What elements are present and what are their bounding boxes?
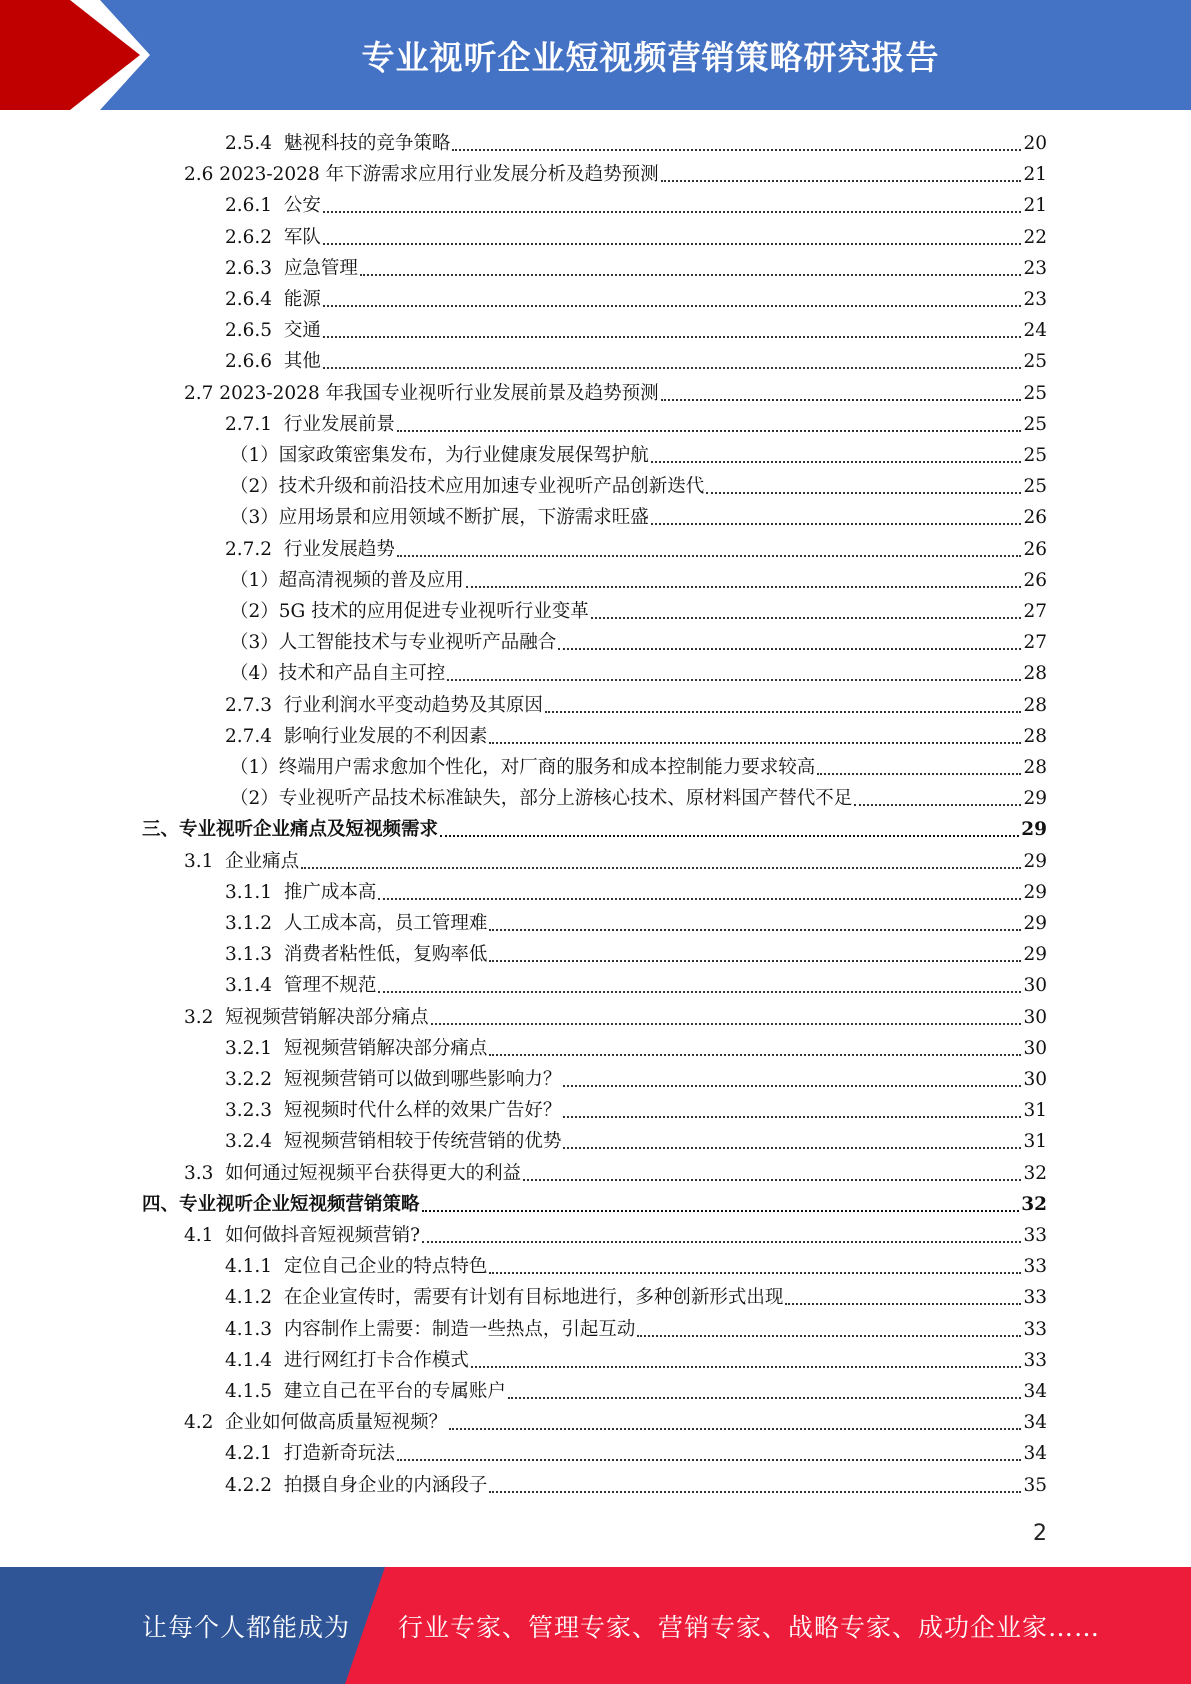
toc-entry[interactable] (0, 128, 1191, 159)
toc-entry[interactable] (0, 658, 1191, 689)
toc-entry[interactable] (0, 378, 1191, 409)
toc-entry-title: 4.2 企业如何做高质量短视频？ (184, 1412, 448, 1434)
toc-entry[interactable] (0, 939, 1191, 970)
toc-entry[interactable] (0, 253, 1191, 284)
toc-entry-page: 28 (1023, 694, 1047, 716)
footer-slogan-right: 行业专家、管理专家、营销专家、战略专家、成功企业家…… (398, 1612, 1101, 1642)
toc-leader-dots (489, 908, 1021, 939)
toc-entry[interactable] (0, 908, 1191, 939)
toc-entry-page: 20 (1023, 133, 1047, 154)
toc-entry-title: （3）人工智能技术与专业视听产品融合 (230, 632, 557, 654)
toc-entry[interactable] (0, 159, 1191, 190)
toc-entry-page: 33 (1023, 1349, 1047, 1371)
toc-leader-dots (452, 128, 1021, 159)
toc-entry-title: 3.1.3 消费者粘性低，复购率低 (225, 944, 488, 966)
toc-entry[interactable] (0, 1158, 1191, 1189)
toc-entry-title: 3.3 如何通过短视频平台获得更大的利益 (184, 1162, 522, 1184)
toc-entry-title: 4.1 如何做抖音短视频营销? (184, 1225, 421, 1246)
toc-entry[interactable] (0, 596, 1191, 627)
toc-entry-title: 2.7.3 行业利润水平变动趋势及其原因 (225, 694, 543, 716)
toc-entry-page: 33 (1023, 1256, 1047, 1278)
toc-entry-title: 3.2.4 短视频营销相较于传统营销的优势 (225, 1131, 562, 1153)
toc-entry[interactable] (0, 970, 1191, 1001)
toc-entry-title: 4.1.2 在企业宣传时，需要有计划有目标地进行，多种创新形式出现 (225, 1287, 784, 1309)
toc-leader-dots (558, 627, 1021, 658)
toc-entry-page: 34 (1023, 1412, 1047, 1434)
toc-entry-title: 4.2.1 打造新奇玩法 (225, 1443, 395, 1465)
toc-entry[interactable] (0, 502, 1191, 533)
toc-entry[interactable] (0, 471, 1191, 502)
toc-entry-title: 4.2.2 拍摄自身企业的内涵段子 (225, 1474, 488, 1496)
toc-entry-title: 4.1.4 进行网红打卡合作模式 (225, 1349, 469, 1371)
toc-entry[interactable] (0, 783, 1191, 814)
toc-leader-dots (661, 378, 1021, 409)
toc-leader-dots (323, 190, 1021, 221)
toc-entry-title: 2.6.4 能源 (225, 289, 321, 310)
toc-leader-dots (489, 721, 1021, 752)
toc-entry-page: 28 (1023, 725, 1047, 747)
toc-entry[interactable] (0, 190, 1191, 221)
toc-entry-title: 2.7.1 行业发展前景 (225, 413, 395, 435)
toc-entry-page: 26 (1023, 569, 1047, 591)
toc-leader-dots (397, 409, 1021, 440)
document-title: 专业视听企业短视频营销策略研究报告 (361, 37, 940, 77)
toc-entry-title: 三、专业视听企业痛点及短视频需求 (142, 819, 439, 841)
toc-entry-title: 3.2 短视频营销解决部分痛点 (184, 1006, 429, 1028)
toc-leader-dots (440, 814, 1019, 845)
toc-entry-title: 4.1.3 内容制作上需要：制造一些热点，引起互动 (225, 1318, 636, 1340)
toc-entry-page: 31 (1023, 1131, 1047, 1153)
toc-leader-dots (447, 658, 1021, 689)
toc-entry[interactable] (0, 627, 1191, 658)
toc-entry-title: 4.1.1 定位自己企业的特点特色 (225, 1256, 488, 1278)
toc-leader-dots (489, 1033, 1021, 1064)
toc-entry[interactable] (0, 534, 1191, 565)
toc-entry-page: 35 (1023, 1474, 1047, 1496)
toc-leader-dots (489, 1470, 1021, 1501)
toc-entry-page: 21 (1023, 164, 1047, 186)
toc-entry[interactable] (0, 721, 1191, 752)
toc-entry-page: 29 (1023, 788, 1047, 810)
toc-entry[interactable] (0, 346, 1191, 377)
toc-leader-dots (378, 877, 1021, 908)
toc-leader-dots (591, 596, 1021, 627)
toc-entry[interactable] (0, 846, 1191, 877)
toc-entry-title: 四、专业视听企业短视频营销策略 (142, 1193, 420, 1215)
toc-entry[interactable] (0, 1002, 1191, 1033)
toc-leader-dots (422, 1189, 1020, 1220)
toc-entry-page: 32 (1021, 1193, 1047, 1215)
toc-entry-title: （1）终端用户需求愈加个性化，对厂商的服务和成本控制能力要求较高 (230, 757, 816, 778)
toc-entry-page: 26 (1023, 507, 1047, 529)
toc-entry-title: （2）专业视听产品技术标准缺失，部分上游核心技术、原材料国产替代不足 (230, 788, 853, 810)
toc-leader-dots (489, 1251, 1021, 1282)
toc-leader-dots (422, 1220, 1021, 1251)
toc-entry[interactable] (0, 284, 1191, 315)
toc-leader-dots (323, 346, 1021, 377)
toc-leader-dots (817, 752, 1021, 783)
toc-leader-dots (651, 502, 1021, 533)
toc-leader-dots (471, 1345, 1021, 1376)
toc-entry-page: 34 (1023, 1443, 1047, 1465)
toc-entry-page: 21 (1023, 195, 1047, 217)
toc-entry-page: 33 (1023, 1318, 1047, 1340)
toc-entry-page: 25 (1023, 445, 1047, 466)
header-red-arrow (0, 0, 140, 110)
toc-leader-dots (323, 315, 1021, 346)
toc-entry-title: （2）5G 技术的应用促进专业视听行业变革 (230, 601, 589, 622)
toc-entry-title: 2.6.3 应急管理 (225, 257, 358, 279)
toc-entry[interactable] (0, 1095, 1191, 1126)
toc-entry-page: 27 (1023, 601, 1047, 622)
toc-leader-dots (489, 939, 1021, 970)
toc-entry[interactable] (0, 1376, 1191, 1407)
toc-entry-page: 23 (1023, 289, 1047, 310)
toc-entry-page: 26 (1023, 538, 1047, 560)
toc-entry-page: 22 (1023, 226, 1047, 248)
toc-entry-title: 3.1.4 管理不规范 (225, 975, 377, 997)
toc-leader-dots (378, 970, 1021, 1001)
toc-entry[interactable] (0, 752, 1191, 783)
toc-entry[interactable] (0, 1126, 1191, 1157)
toc-entry-page: 28 (1023, 663, 1047, 685)
toc-entry[interactable] (0, 814, 1191, 845)
toc-entry-page: 29 (1023, 850, 1047, 872)
toc-leader-dots (449, 1407, 1021, 1438)
toc-leader-dots (637, 1314, 1021, 1345)
toc-entry-page: 30 (1023, 1069, 1047, 1090)
toc-entry[interactable] (0, 565, 1191, 596)
toc-entry-title: 2.7.2 行业发展趋势 (225, 538, 395, 560)
toc-leader-dots (466, 565, 1021, 596)
toc-leader-dots (323, 284, 1021, 315)
toc-entry-title: 2.6 2023-2028 年下游需求应用行业发展分析及趋势预测 (184, 164, 659, 186)
toc-entry-page: 25 (1023, 382, 1047, 404)
toc-entry[interactable] (0, 409, 1191, 440)
toc-entry-title: 3.1.1 推广成本高 (225, 881, 377, 903)
toc-entry-page: 29 (1021, 819, 1047, 841)
toc-entry-title: 2.6.1 公安 (225, 195, 321, 217)
toc-entry-title: 2.6.2 军队 (225, 226, 321, 248)
toc-entry[interactable] (0, 690, 1191, 721)
toc-entry-page: 25 (1023, 476, 1047, 498)
toc-entry[interactable] (0, 1189, 1191, 1220)
toc-entry-title: （1）国家政策密集发布，为行业健康发展保驾护航 (230, 445, 649, 466)
toc-entry[interactable] (0, 877, 1191, 908)
toc-entry-page: 34 (1023, 1381, 1047, 1402)
toc-entry-title: 3.2.2 短视频营销可以做到哪些影响力？ (225, 1069, 562, 1090)
toc-entry-title: 3.1 企业痛点 (184, 850, 300, 872)
toc-leader-dots (651, 440, 1021, 471)
toc-leader-dots (563, 1064, 1021, 1095)
toc-entry-page: 30 (1023, 975, 1047, 997)
toc-entry-page: 23 (1023, 257, 1047, 279)
page-number: 2 (1033, 1521, 1047, 1546)
toc-leader-dots (854, 783, 1021, 814)
toc-entry[interactable] (0, 315, 1191, 346)
toc-entry-title: 2.7.4 影响行业发展的不利因素 (225, 725, 488, 747)
toc-leader-dots (545, 690, 1021, 721)
toc-leader-dots (563, 1095, 1021, 1126)
toc-entry[interactable] (0, 1314, 1191, 1345)
toc-entry-title: （2）技术升级和前沿技术应用加速专业视听产品创新迭代 (230, 476, 705, 498)
toc-leader-dots (508, 1376, 1021, 1407)
toc-entry[interactable] (0, 1064, 1191, 1095)
toc-entry-page: 30 (1023, 1006, 1047, 1028)
toc-entry-page: 30 (1023, 1037, 1047, 1059)
toc-entry-page: 32 (1023, 1162, 1047, 1184)
toc-leader-dots (563, 1126, 1021, 1157)
toc-leader-dots (397, 534, 1021, 565)
toc-entry-page: 25 (1023, 413, 1047, 435)
toc-leader-dots (301, 846, 1021, 877)
toc-entry-page: 33 (1023, 1225, 1047, 1246)
toc-entry-title: 4.1.5 建立自己在平台的专属账户 (225, 1381, 506, 1402)
toc-leader-dots (706, 471, 1021, 502)
toc-entry[interactable] (0, 1033, 1191, 1064)
toc-entry[interactable] (0, 1251, 1191, 1282)
toc-entry-page: 29 (1023, 881, 1047, 903)
page-footer (0, 1567, 1191, 1684)
toc-entry-title: 2.5.4 魅视科技的竞争策略 (225, 133, 451, 154)
page-header (0, 0, 1191, 110)
toc-entry-title: 2.6.5 交通 (225, 320, 321, 342)
toc-entry-page: 31 (1023, 1100, 1047, 1122)
toc-entry[interactable] (0, 440, 1191, 471)
toc-entry-page: 28 (1023, 757, 1047, 778)
toc-entry[interactable] (0, 1345, 1191, 1376)
toc-entry[interactable] (0, 222, 1191, 253)
toc-entry[interactable] (0, 1470, 1191, 1501)
toc-entry[interactable] (0, 1407, 1191, 1438)
toc-entry-title: 3.2.3 短视频时代什么样的效果广告好？ (225, 1100, 562, 1122)
toc-entry-title: 2.6.6 其他 (225, 351, 321, 373)
toc-entry-title: 2.7 2023-2028 年我国专业视听行业发展前景及趋势预测 (184, 382, 659, 404)
toc-entry-page: 27 (1023, 632, 1047, 654)
toc-entry-page: 25 (1023, 351, 1047, 373)
toc-entry-page: 29 (1023, 913, 1047, 934)
toc-entry-title: （3）应用场景和应用领域不断扩展，下游需求旺盛 (230, 507, 649, 529)
toc-leader-dots (661, 159, 1021, 190)
footer-slogan-left: 让每个人都能成为 (142, 1612, 351, 1642)
toc-entry[interactable] (0, 1282, 1191, 1313)
toc-entry-title: （4）技术和产品自主可控 (230, 663, 446, 685)
toc-leader-dots (523, 1158, 1021, 1189)
toc-leader-dots (397, 1438, 1021, 1469)
toc-entry-page: 24 (1023, 320, 1047, 342)
toc-entry-page: 33 (1023, 1287, 1047, 1309)
toc-leader-dots (360, 253, 1021, 284)
toc-entry-page: 29 (1023, 944, 1047, 966)
toc-entry-title: （1）超高清视频的普及应用 (230, 569, 464, 591)
toc-entry-title: 3.2.1 短视频营销解决部分痛点 (225, 1037, 488, 1059)
toc-entry[interactable] (0, 1220, 1191, 1251)
toc-leader-dots (323, 222, 1021, 253)
toc-leader-dots (431, 1002, 1021, 1033)
toc-entry-title: 3.1.2 人工成本高，员工管理难 (225, 913, 488, 934)
toc-entry[interactable] (0, 1438, 1191, 1469)
toc-leader-dots (785, 1282, 1021, 1313)
